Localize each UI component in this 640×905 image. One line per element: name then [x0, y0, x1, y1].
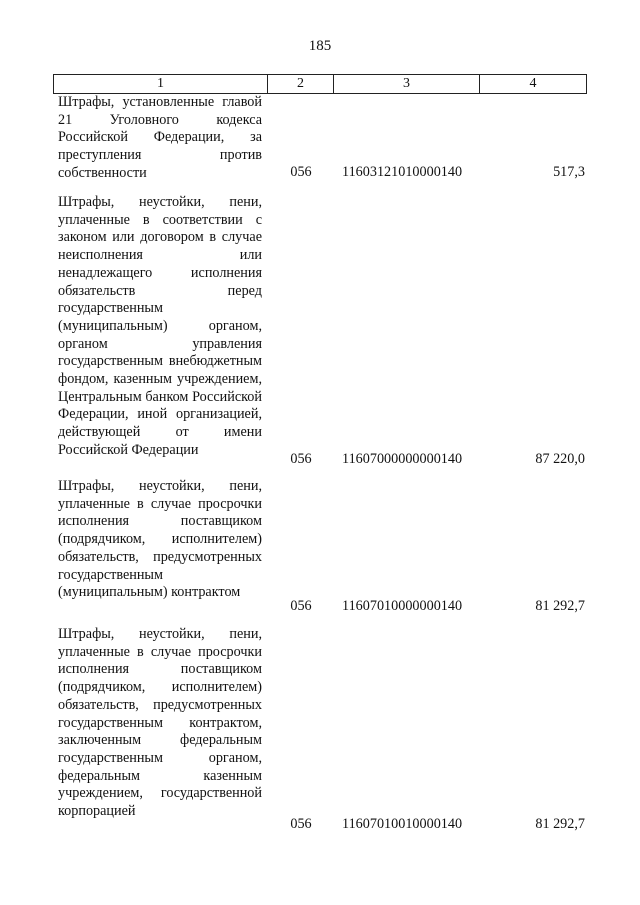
- row-admin-code: 056: [290, 816, 312, 832]
- table-row: [58, 94, 590, 184]
- row-amount: 81 292,7: [535, 598, 585, 614]
- row-description: Штрафы, установленные главой 21 Уголовного кодекса Российской Федерации, за преступления против собственности: [58, 94, 262, 181]
- row-amount: 87 220,0: [535, 451, 585, 467]
- table-row: [58, 626, 590, 836]
- row-admin-code: 056: [290, 451, 312, 467]
- row-amount: 517,3: [553, 164, 585, 180]
- row-description: Штрафы, неустойки, пени, уплаченные в соответствии с законом или договором в случае неисполнения или ненадлежащего исполнения обязательств перед государственным (муниципальным) органом, органом управления государственным внебюджетным фондом, казенным учреждением, Центральным банком Российской Федерации, иной организацией, действующей от имени Российской Федерации: [58, 194, 262, 458]
- header-col-4: 4: [529, 76, 537, 91]
- header-col-2: 2: [268, 75, 334, 93]
- row-description: Штрафы, неустойки, пени, уплаченные в случае просрочки исполнения поставщиком (подрядчиком, исполнителем) обязательств, предусмотренных государственным (муниципальным) контрактом: [58, 478, 262, 601]
- table-row: [58, 194, 590, 474]
- table-header: [53, 74, 587, 94]
- row-kbk-code: 11603121010000140: [342, 164, 463, 180]
- row-admin-code: 056: [290, 164, 312, 180]
- row-description: Штрафы, неустойки, пени, уплаченные в случае просрочки исполнения поставщиком (подрядчиком, исполнителем) обязательств, предусмотренных государственным контрактом, заключенным федеральным государственным органом, федеральным казенным учреждением, государственной корпорацией: [58, 626, 262, 820]
- page-number: 185: [308, 38, 332, 54]
- row-admin-code: 056: [290, 598, 312, 614]
- header-col-1: 1: [54, 75, 268, 93]
- row-amount: 81 292,7: [535, 816, 585, 832]
- header-col-3: 3: [334, 75, 480, 93]
- row-kbk-code: 11607010000000140: [342, 598, 463, 614]
- row-kbk-code: 11607010010000140: [342, 816, 463, 832]
- row-kbk-code: 11607000000000140: [342, 451, 463, 467]
- table-row: [58, 478, 590, 618]
